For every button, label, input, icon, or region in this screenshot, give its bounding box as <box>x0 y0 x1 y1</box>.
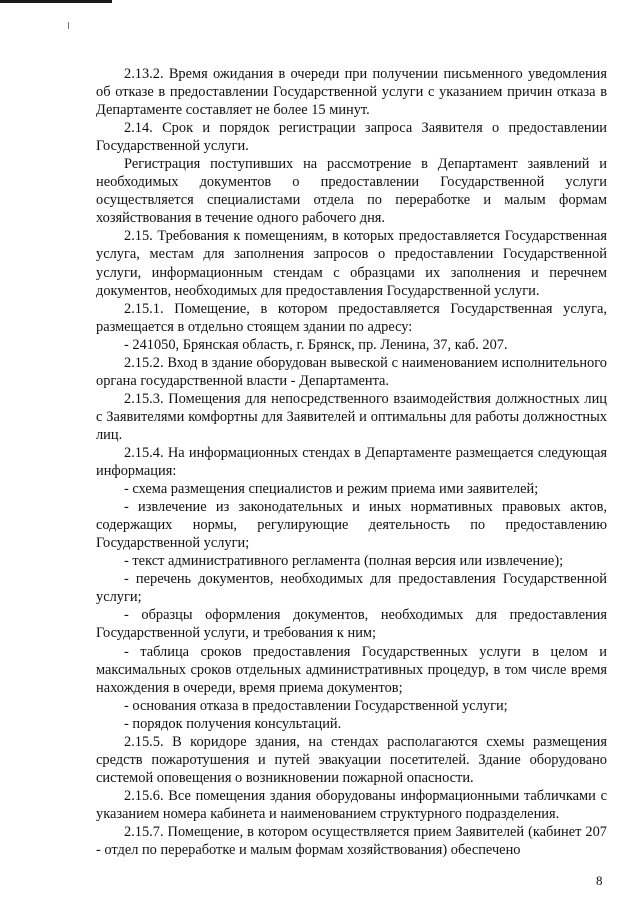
paragraph: 2.15. Требования к помещениям, в которых предоставляется Государственная услуга, местам для заполнения запросов о предоставлении Государственной услуги, информационным стендам с образцами их заполнения и перечнем документов, необходимых для предоставления Государственной услуги. <box>96 228 607 299</box>
list-item: - порядок получения консультаций. <box>124 715 342 732</box>
list-item: - образцы оформления документов, необходимых для предоставления Государственной услуги, и требования к ним; <box>96 607 607 642</box>
paragraph: 2.15.5. В коридоре здания, на стендах располагаются схемы размещения средств пожаротушения и путей эвакуации посетителей. Здание оборудовано системой оповещения о возникновении пожарной опасности. <box>96 733 607 786</box>
list-item: - основания отказа в предоставлении Государственной услуги; <box>124 697 508 714</box>
paragraph: 2.15.3. Помещения для непосредственного взаимодействия должностных лиц с Заявителями комфортны для Заявителей и оптимальны для работы должностных лиц. <box>96 390 607 443</box>
paragraph: 2.14. Срок и порядок регистрации запроса Заявителя о предоставлении Государственной услуги. <box>96 120 607 155</box>
paragraph: 2.15.1. Помещение, в котором предоставляется Государственная услуга, размещается в отдельно стоящем здании по адресу: <box>96 300 607 335</box>
list-item: - извлечение из законодательных и иных нормативных правовых актов, содержащих нормы, регулирующие деятельность по предоставлению Государственной услуги; <box>96 499 607 552</box>
list-item: - схема размещения специалистов и режим приема ими заявителей; <box>124 481 539 498</box>
list-item: - таблица сроков предоставления Государственных услуги в целом и максимальных сроков отдельных административных процедур, в том числе время нахождения в очереди, время приема документов; <box>96 643 607 696</box>
top-rule <box>0 0 112 3</box>
list-item: - перечень документов, необходимых для предоставления Государственной услуги; <box>96 571 607 606</box>
list-item: - текст административного регламента (полная версия или извлечение); <box>124 553 564 570</box>
document-body <box>96 65 607 859</box>
paragraph: 2.13.2. Время ожидания в очереди при получении письменного уведомления об отказе в предоставлении Государственной услуги с указанием причин отказа в Департаменте составляет не более 15 минут. <box>96 66 607 119</box>
paragraph: 2.15.4. На информационных стендах в Департаменте размещается следующая информация: <box>96 444 607 480</box>
scan-mark <box>68 22 69 29</box>
page-number: 8 <box>596 873 603 888</box>
paragraph: 2.15.6. Все помещения здания оборудованы информационными табличками с указанием номера кабинета и наименованием структурного подразделения. <box>96 787 607 822</box>
paragraph: 2.15.7. Помещение, в котором осуществляется прием Заявителей (кабинет 207 - отдел по переработке и малым формам хозяйствования) обеспечено <box>96 823 607 859</box>
paragraph: - 241050, Брянская область, г. Брянск, пр. Ленина, 37, каб. 207. <box>124 336 508 353</box>
paragraph: 2.15.2. Вход в здание оборудован вывеской с наименованием исполнительного органа государственной власти - Департамента. <box>96 354 607 389</box>
paragraph: Регистрация поступивших на рассмотрение в Департамент заявлений и необходимых документов о предоставлении Государственной услуги осуществляется специалистами отдела по переработке и малым формам хозяйствования в течение одного рабочего дня. <box>96 156 607 227</box>
